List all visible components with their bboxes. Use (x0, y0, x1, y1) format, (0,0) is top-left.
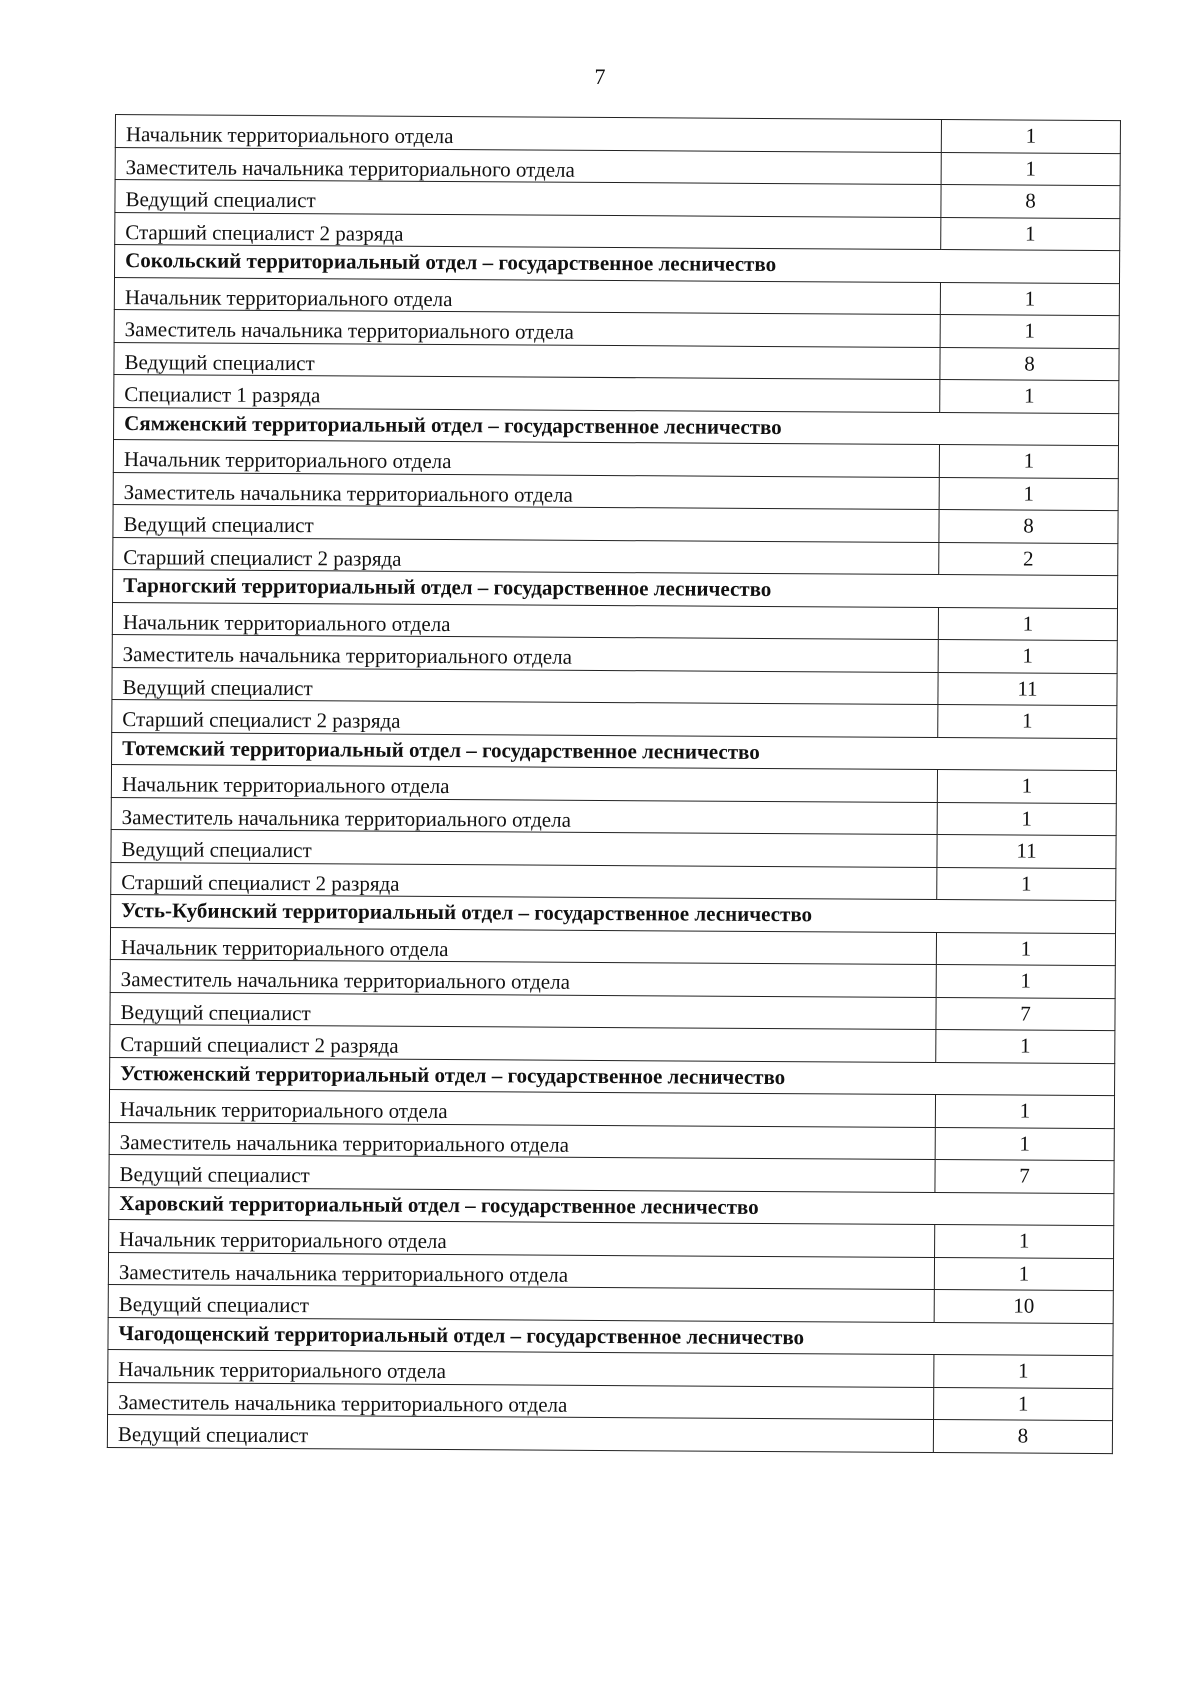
staff-count: 11 (938, 672, 1117, 706)
staff-count: 1 (934, 1355, 1113, 1389)
table-row (109, 1122, 1114, 1161)
table-row (108, 1284, 1113, 1323)
staff-count: 11 (937, 835, 1116, 869)
position-title: Начальник территориального отдела (110, 927, 936, 965)
staff-count: 1 (941, 217, 1120, 251)
table-row (113, 439, 1118, 478)
table-row (108, 1252, 1113, 1291)
staff-count: 1 (936, 932, 1115, 966)
table-row (111, 764, 1116, 803)
position-title: Заместитель начальника территориального отдела (111, 797, 937, 835)
position-title: Ведущий специалист (109, 1154, 935, 1192)
position-title: Заместитель начальника территориального отдела (109, 1122, 935, 1160)
table-row (109, 1219, 1114, 1258)
position-title: Заместитель начальника территориального отдела (110, 959, 936, 997)
staff-count: 7 (936, 997, 1115, 1031)
table-row (113, 472, 1118, 511)
staff-count: 1 (936, 965, 1115, 999)
table-row (112, 634, 1117, 673)
table-row (115, 147, 1120, 186)
table-row (115, 180, 1120, 219)
table-row (113, 504, 1118, 543)
staff-count: 1 (936, 1030, 1115, 1064)
position-title: Ведущий специалист (113, 504, 939, 542)
table-row (111, 797, 1116, 836)
position-title: Ведущий специалист (111, 829, 937, 867)
staff-count: 1 (940, 282, 1119, 316)
table-row (110, 927, 1115, 966)
department-title: Сямженский территориальный отдел – государственное лесничество (114, 407, 1119, 446)
table-row (109, 1154, 1114, 1193)
position-title: Старший специалист 2 разряда (115, 212, 941, 250)
position-title: Ведущий специалист (115, 180, 941, 218)
staff-count: 1 (939, 477, 1118, 511)
department-title: Устюженский территориальный отдел – государственное лесничество (110, 1057, 1115, 1096)
table-row (114, 277, 1119, 316)
staff-count: 1 (939, 445, 1118, 479)
position-title: Старший специалист 2 разряда (113, 537, 939, 575)
staff-count: 1 (937, 770, 1116, 804)
staff-count: 1 (937, 802, 1116, 836)
staff-count: 1 (941, 120, 1120, 154)
staff-count: 1 (940, 315, 1119, 349)
table-row (112, 602, 1117, 641)
department-title: Тотемский территориальный отдел – государственное лесничество (112, 732, 1117, 771)
department-title: Тарногский территориальный отдел – государственное лесничество (113, 569, 1118, 608)
table-row (108, 1349, 1113, 1388)
position-title: Заместитель начальника территориального отдела (114, 309, 940, 347)
position-title: Ведущий специалист (114, 342, 940, 380)
position-title: Ведущий специалист (110, 992, 936, 1030)
table-row (113, 537, 1118, 576)
position-title: Начальник территориального отдела (109, 1089, 935, 1127)
table-row (107, 1414, 1112, 1453)
position-title: Заместитель начальника территориального отдела (113, 472, 939, 510)
department-title: Чагодощенский территориальный отдел – государственное лесничество (108, 1317, 1113, 1356)
staff-count: 7 (935, 1160, 1114, 1194)
position-title: Начальник территориального отдела (113, 439, 939, 477)
staffing-table-body (107, 115, 1120, 1454)
staff-count: 1 (938, 640, 1117, 674)
table-row (110, 992, 1115, 1031)
position-title: Начальник территориального отдела (108, 1349, 934, 1387)
staff-count: 1 (938, 607, 1117, 641)
position-title: Начальник территориального отдела (109, 1219, 935, 1257)
table-row (110, 959, 1115, 998)
table-row (115, 115, 1120, 154)
position-title: Старший специалист 2 разряда (111, 862, 937, 900)
position-title: Ведущий специалист (107, 1414, 933, 1452)
staff-count: 8 (933, 1420, 1112, 1454)
position-title: Старший специалист 2 разряда (110, 1024, 936, 1062)
table-row (114, 309, 1119, 348)
staff-count: 1 (935, 1127, 1114, 1161)
position-title: Начальник территориального отдела (112, 602, 938, 640)
staff-count: 2 (939, 542, 1118, 576)
department-title: Усть-Кубинский территориальный отдел – государственное лесничество (111, 894, 1116, 933)
page-number: 7 (594, 64, 606, 89)
staff-count: 1 (935, 1225, 1114, 1259)
staff-count: 1 (940, 380, 1119, 414)
table-row (110, 1024, 1115, 1063)
staff-count: 10 (934, 1290, 1113, 1324)
table-row (109, 1089, 1114, 1128)
table-row (112, 667, 1117, 706)
position-title: Ведущий специалист (108, 1284, 934, 1322)
department-title: Сокольский территориальный отдел – государственное лесничество (115, 245, 1120, 284)
staff-count: 1 (934, 1387, 1113, 1421)
table-row (111, 829, 1116, 868)
staff-count: 8 (940, 347, 1119, 381)
position-title: Начальник территориального отдела (111, 764, 937, 802)
table-row (111, 862, 1116, 901)
position-title: Заместитель начальника территориального отдела (108, 1252, 934, 1290)
position-title: Заместитель начальника территориального отдела (108, 1382, 934, 1420)
staff-count: 1 (934, 1257, 1113, 1291)
table-row (108, 1382, 1113, 1421)
position-title: Ведущий специалист (112, 667, 938, 705)
position-title: Заместитель начальника территориального отдела (112, 634, 938, 672)
staffing-table (107, 114, 1121, 1454)
department-title: Харовский территориальный отдел – государственное лесничество (109, 1187, 1114, 1226)
position-title: Начальник территориального отдела (114, 277, 940, 315)
staff-count: 1 (937, 867, 1116, 901)
position-title: Специалист 1 разряда (114, 374, 940, 412)
table-row (114, 342, 1119, 381)
staff-count: 8 (941, 185, 1120, 219)
staff-count: 1 (941, 152, 1120, 186)
staff-count: 8 (939, 510, 1118, 544)
table-row (112, 699, 1117, 738)
position-title: Заместитель начальника территориального отдела (115, 147, 941, 185)
table-row (115, 212, 1120, 251)
position-title: Начальник территориального отдела (115, 115, 941, 153)
staff-count: 1 (935, 1095, 1114, 1129)
table-row (114, 374, 1119, 413)
staff-count: 1 (938, 705, 1117, 739)
position-title: Старший специалист 2 разряда (112, 699, 938, 737)
